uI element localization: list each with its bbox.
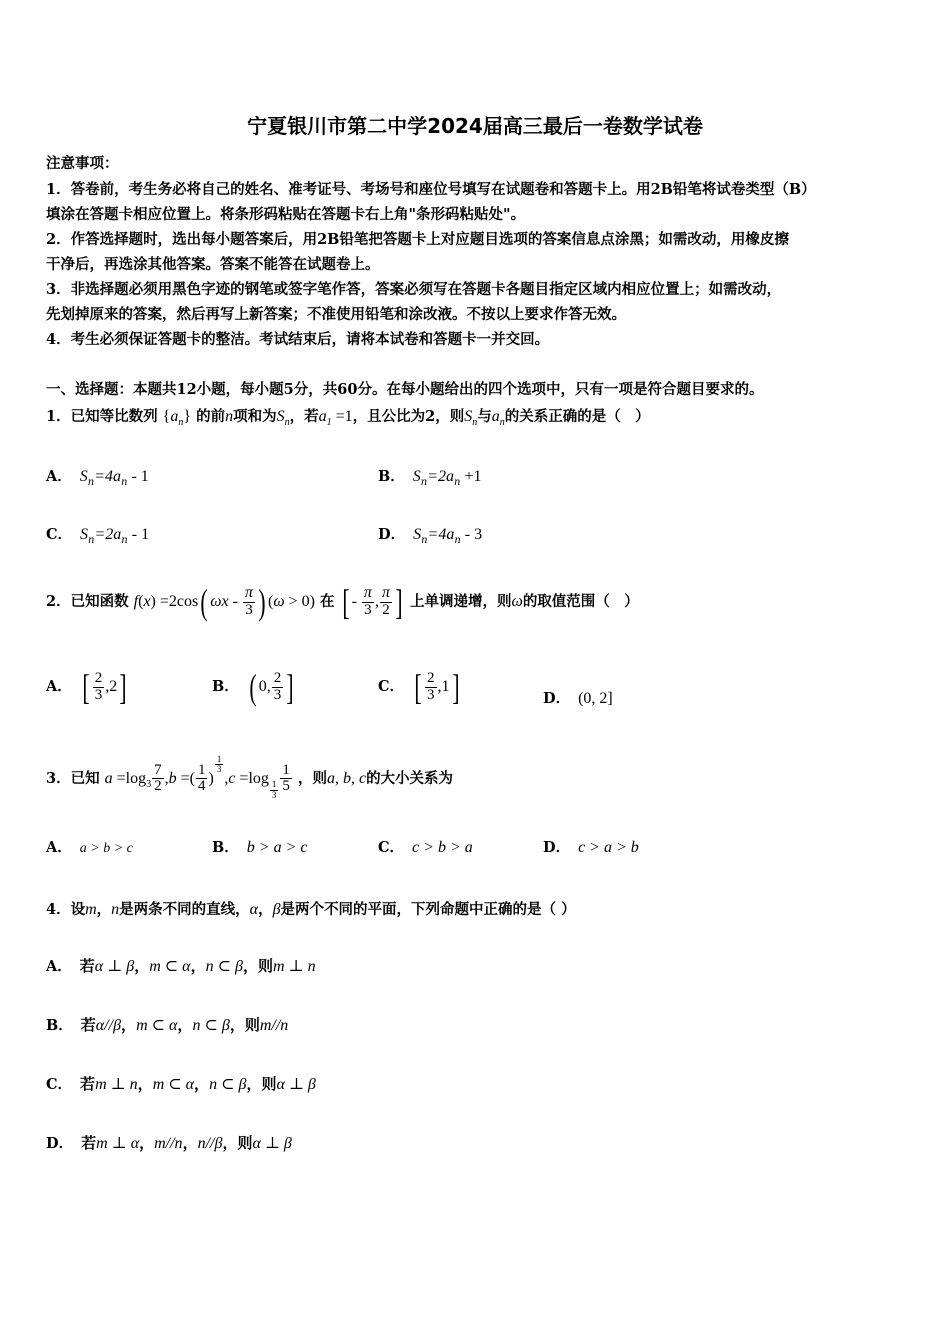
q3-option-b[interactable]: B． b > a > c — [212, 839, 308, 856]
q3-option-d[interactable]: D． c > a > b — [543, 839, 639, 856]
q4-option-b[interactable]: B． 若α//β，m ⊂ α，n ⊂ β，则m//n — [46, 1016, 289, 1034]
notice-line: 2．作答选择题时，选出每小题答案后，用2B铅笔把答题卡上对应题目选项的答案信息点涂黑；如需改动，用橡皮擦 — [46, 231, 789, 248]
notice-line: 3．非选择题必须用黑色字迹的钢笔或签字笔作答，答案必须写在答题卡各题目指定区域内相应位置上；如需改动， — [46, 281, 782, 298]
q1-option-d[interactable]: D． $S_n=4a_n - 3$ — [378, 526, 483, 546]
q2-option-b[interactable]: B． ( 0, $\frac{2}{3}$ ] — [212, 667, 294, 707]
question-4-stem: 4．设m，n是两条不同的直线，α，β是两个不同的平面，下列命题中正确的是（ ） — [46, 901, 576, 918]
question-2-stem: 2．已知函数 f(x) =2cos( ωx - $\frac{\pi}{3}$ ) (ω > 0) 在 [ - $\frac{\pi}{3}$ , $\frac{\pi}{2}$ ] 上单调递增，则ω的取值范围（ ） — [46, 582, 639, 622]
q1-option-b[interactable]: B． $S_n=2a_n +1$ — [378, 468, 482, 488]
math-seq: $\{a_n\}$ — [162, 408, 192, 429]
q1-option-c[interactable]: C． $S_n=2a_n - 1$ — [46, 526, 150, 546]
question-3-stem: 3．已知 $a =\log_3$ $\frac{7}{2}$ ,b =( $\frac{1}{4}$ ) $^{\frac{1}{3}}$ ,c =log $_{\frac{1}{3}}$ $\frac{1}{5}$ ，则a, b, c的大小关系为 — [46, 753, 454, 800]
notice-line: 4．考生必须保证答题卡的整洁。考试结束后，请将本试卷和答题卡一并交回。 — [46, 331, 550, 348]
exam-title: 宁夏银川市第二中学2024届高三最后一卷数学试卷 — [247, 114, 703, 138]
notice-line: 先划掉原来的答案，然后再写上新答案；不准使用铅笔和涂改液。不按以上要求作答无效。 — [46, 306, 626, 323]
notice-line: 干净后，再选涂其他答案。答案不能答在试题卷上。 — [46, 256, 380, 273]
q1-option-a[interactable]: A． $S_n=4a_n - 1$ — [46, 468, 149, 488]
q3-option-a[interactable]: A． a > b > c — [46, 839, 133, 856]
q2-option-c[interactable]: C． [ $\frac{2}{3}$ ,1] — [378, 667, 460, 707]
question-1-stem: 1．已知等比数列 $\{a_n\}$ 的前n项和为$S_n$，若$a_1 =1$，且公比为2，则$S_n$与$a_n$的关系正确的是（ ） — [46, 408, 650, 429]
math-function: f — [133, 593, 139, 610]
q4-option-a[interactable]: A． 若α ⊥ β，m ⊂ α，n ⊂ β，则m ⊥ n — [46, 957, 316, 975]
notice-heading: 注意事项： — [46, 155, 119, 172]
q4-option-c[interactable]: C． 若m ⊥ n，m ⊂ α，n ⊂ β，则α ⊥ β — [46, 1075, 316, 1093]
notice-line: 1．答卷前，考生务必将自己的姓名、准考证号、考场号和座位号填写在试题卷和答题卡上。用2B铅笔将试卷类型（B） — [46, 181, 816, 198]
q3-option-c[interactable]: C． c > b > a — [378, 839, 473, 856]
q4-option-d[interactable]: D． 若m ⊥ α，m//n，n//β，则α ⊥ β — [46, 1134, 292, 1152]
q2-option-d[interactable]: D． (0, 2] — [543, 690, 613, 707]
section-heading: 一、选择题：本题共12小题，每小题5分，共60分。在每小题给出的四个选项中，只有一项是符合题目要求的。 — [46, 381, 764, 398]
notice-line: 填涂在答题卡相应位置上。将条形码粘贴在答题卡右上角"条形码粘贴处"。 — [46, 206, 526, 223]
q2-option-a[interactable]: A． [ $\frac{2}{3}$ ,2] — [46, 667, 127, 707]
